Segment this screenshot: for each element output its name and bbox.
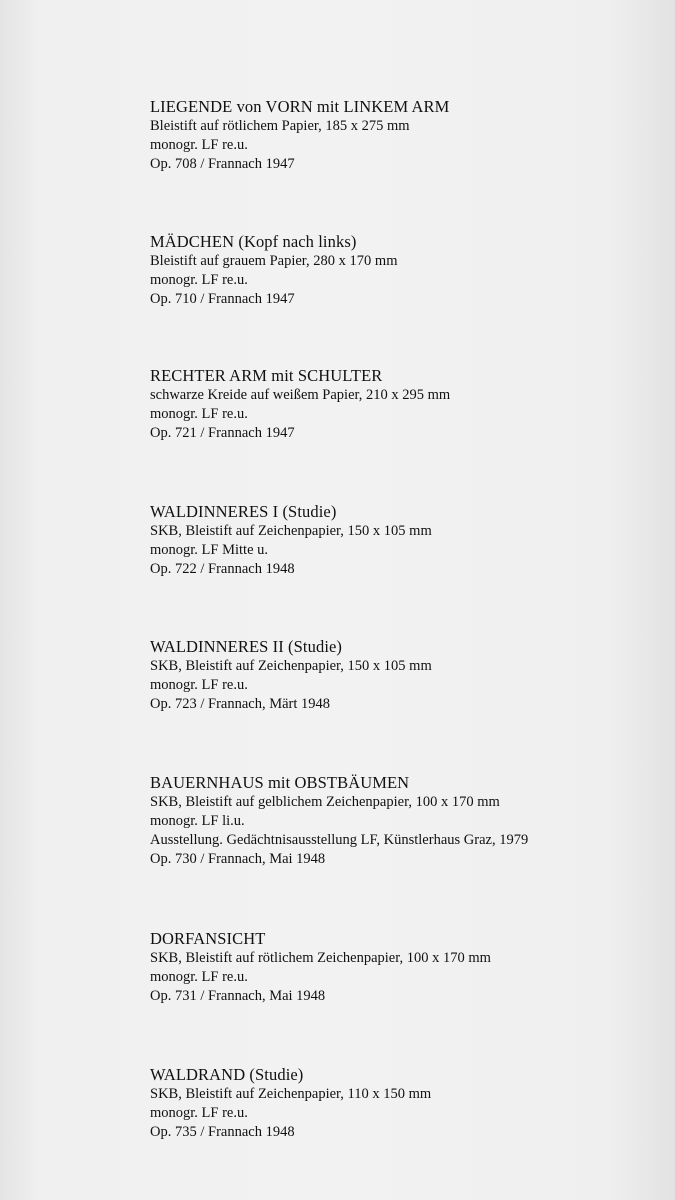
entry-exhibition: Ausstellung. Gedächtnisausstellung LF, Künstlerhaus Graz, 1979 [150, 832, 529, 848]
entry-signature: monogr. LF re.u. [150, 137, 248, 153]
entry-opus: Op. 731 / Frannach, Mai 1948 [150, 988, 326, 1004]
entry-opus: Op. 721 / Frannach 1947 [150, 425, 295, 441]
entry-opus: Op. 730 / Frannach, Mai 1948 [150, 851, 326, 867]
entry-signature: monogr. LF re.u. [150, 677, 248, 693]
entry-signature: monogr. LF Mitte u. [150, 542, 269, 558]
catalogue-entry [150, 366, 630, 443]
entry-opus: Op. 708 / Frannach 1947 [150, 156, 295, 172]
catalogue-entry [150, 773, 630, 869]
entry-medium: SKB, Bleistift auf Zeichenpapier, 110 x 150 mm [150, 1086, 432, 1102]
entry-title: LIEGENDE von VORN mit LINKEM ARM [150, 97, 450, 116]
entry-title: MÄDCHEN (Kopf nach links) [150, 232, 357, 251]
entry-title: WALDINNERES II (Studie) [150, 637, 343, 656]
entry-medium: SKB, Bleistift auf Zeichenpapier, 150 x 105 mm [150, 523, 432, 539]
catalogue-entry [150, 502, 630, 579]
entry-medium: Bleistift auf grauem Papier, 280 x 170 mm [150, 253, 398, 269]
entry-title: RECHTER ARM mit SCHULTER [150, 366, 383, 385]
entry-opus: Op. 710 / Frannach 1947 [150, 291, 295, 307]
entry-title: WALDINNERES I (Studie) [150, 502, 337, 521]
entry-signature: monogr. LF re.u. [150, 969, 248, 985]
entry-signature: monogr. LF re.u. [150, 406, 248, 422]
entry-medium: SKB, Bleistift auf Zeichenpapier, 150 x 105 mm [150, 658, 432, 674]
entry-signature: monogr. LF re.u. [150, 1105, 248, 1121]
catalogue-entry [150, 1065, 630, 1142]
entry-medium: SKB, Bleistift auf rötlichem Zeichenpapier, 100 x 170 mm [150, 950, 491, 966]
entry-opus: Op. 722 / Frannach 1948 [150, 561, 295, 577]
catalogue-entry [150, 637, 630, 714]
entry-title: BAUERNHAUS mit OBSTBÄUMEN [150, 773, 410, 792]
entry-medium: Bleistift auf rötlichem Papier, 185 x 275 mm [150, 118, 410, 134]
entry-signature: monogr. LF re.u. [150, 272, 248, 288]
catalogue-entry [150, 97, 630, 174]
entry-medium: SKB, Bleistift auf gelblichem Zeichenpapier, 100 x 170 mm [150, 794, 500, 810]
entry-medium: schwarze Kreide auf weißem Papier, 210 x 295 mm [150, 387, 451, 403]
catalogue-entry [150, 232, 630, 309]
entry-title: WALDRAND (Studie) [150, 1065, 304, 1084]
entry-signature: monogr. LF li.u. [150, 813, 245, 829]
catalogue-entry [150, 929, 630, 1006]
entry-opus: Op. 735 / Frannach 1948 [150, 1124, 295, 1140]
entry-title: DORFANSICHT [150, 929, 266, 948]
entry-opus: Op. 723 / Frannach, Märt 1948 [150, 696, 331, 712]
